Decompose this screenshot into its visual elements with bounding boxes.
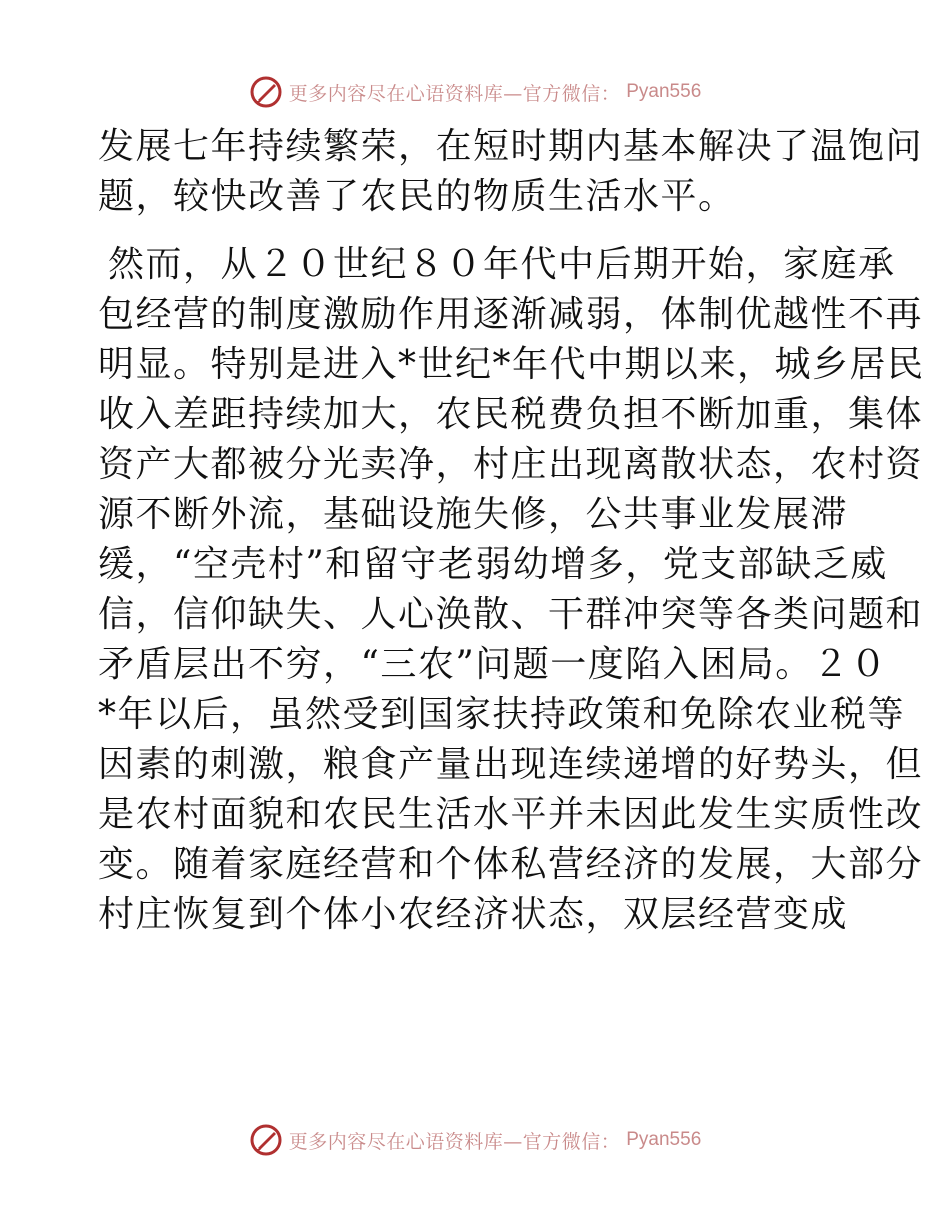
header-banner-id: Pyan556: [626, 81, 702, 102]
paragraph-2: [98, 240, 925, 940]
quill-logo-icon: [249, 1123, 283, 1157]
text-line: *年以后，虽然受到国家扶持政策和免除农业税等: [98, 694, 906, 735]
header-banner: [0, 72, 950, 112]
text-line: 发展七年持续繁荣，在短时期内基本解决了温饱问: [98, 126, 924, 167]
footer-banner-id: Pyan556: [626, 1129, 702, 1150]
footer-banner-text: 更多内容尽在心语资料库—官方微信：: [288, 1130, 621, 1153]
text-line: 信，信仰缺失、人心涣散、干群冲突等各类问题和: [98, 594, 924, 635]
text-line: 因素的刺激，粮食产量出现连续递增的好势头，但: [98, 744, 924, 785]
text-line: 题，较快改善了农民的物质生活水平。: [98, 176, 736, 217]
text-line: 缓，“空壳村”和留守老弱幼增多，党支部缺乏威: [98, 544, 888, 585]
text-line: 变。随着家庭经营和个体私营经济的发展，大部分: [98, 844, 924, 885]
text-line: 明显。特别是进入*世纪*年代中期以来，城乡居民: [98, 344, 925, 385]
text-line: 资产大都被分光卖净，村庄出现离散状态，农村资: [98, 444, 924, 485]
document-body: [98, 122, 925, 940]
text-line: 村庄恢复到个体小农经济状态，双层经营变成: [98, 894, 849, 935]
header-banner-text: 更多内容尽在心语资料库—官方微信：: [288, 82, 621, 105]
text-line: 收入差距持续加大，农民税费负担不断加重，集体: [98, 394, 924, 435]
text-line: 源不断外流，基础设施失修，公共事业发展滞: [98, 494, 849, 535]
text-line: 是农村面貌和农民生活水平并未因此发生实质性改: [98, 794, 924, 835]
text-line: 矛盾层出不穷，“三农”问题一度陷入困局。２０: [98, 644, 888, 685]
quill-logo-icon: [249, 75, 283, 109]
paragraph-1: [98, 122, 924, 222]
footer-banner: [0, 1120, 950, 1160]
text-line: 包经营的制度激励作用逐渐减弱，体制优越性不再: [98, 294, 924, 335]
text-line: 然而，从２０世纪８０年代中后期开始，家庭承: [108, 244, 896, 285]
